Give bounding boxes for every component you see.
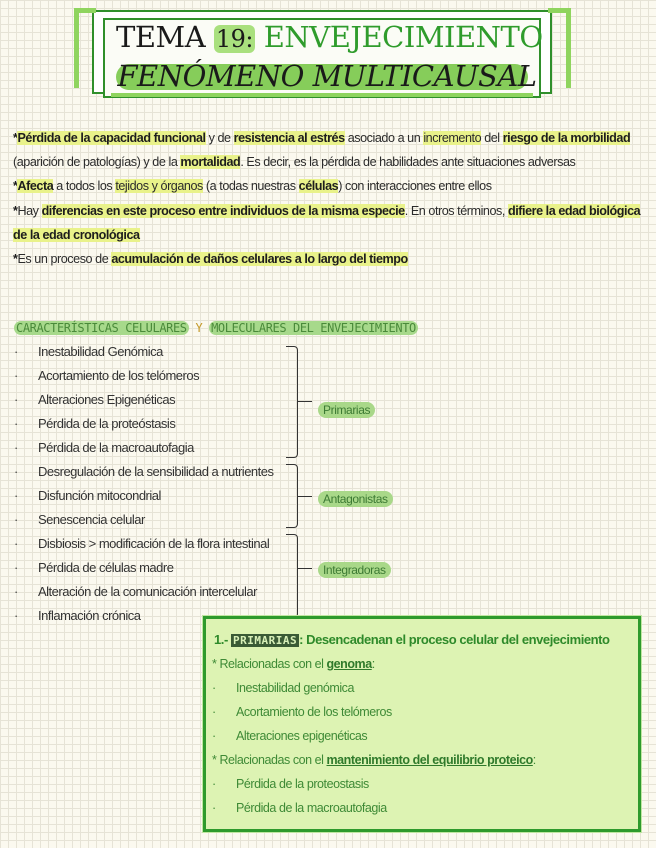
list-item	[14, 412, 304, 436]
intro-text-span: incremento	[423, 131, 482, 145]
list-item	[14, 436, 304, 460]
list-item	[14, 460, 304, 484]
title-tema: TEMA	[116, 20, 206, 54]
box-text-span: Relacionadas con el	[219, 657, 327, 671]
section-heading-part2: MOLECULARES DEL ENVEJECIMIENTO	[211, 321, 416, 335]
box-text-span: Relacionadas con el	[219, 753, 327, 767]
intro-text-span: riesgo de la morbilidad	[502, 131, 631, 145]
intro-text-span: Hay	[17, 203, 42, 218]
list-item-label: Pérdida de células madre	[38, 560, 174, 575]
intro-text-span: tejidos y órganos	[115, 179, 203, 194]
brace-tick	[298, 401, 312, 402]
intro-paragraph-4	[13, 247, 645, 271]
intro-paragraph-1	[13, 126, 645, 174]
list-item	[14, 364, 304, 388]
box-title-tag: PRIMARIAS	[233, 634, 298, 647]
bullet-dot: ·	[212, 705, 216, 719]
section-heading	[14, 318, 418, 338]
box-text-span: genoma	[326, 657, 372, 671]
list-item-label: Desregulación de la sensibilidad a nutrientes	[38, 464, 274, 479]
list-item-label: Inflamación crónica	[38, 608, 141, 623]
group-label-primarias: Primarias	[318, 402, 375, 418]
bullet-dot: ·	[14, 440, 18, 455]
intro-text-span: acumulación de daños celulares a lo largo del tiempo	[111, 252, 408, 267]
list-item-label: Inestabilidad genómica	[236, 681, 354, 695]
list-item	[212, 700, 632, 724]
box-title-prefix: 1.-	[214, 632, 228, 647]
banner-bar-left	[74, 8, 79, 88]
list-item-label: Pérdida de la proteostasis	[236, 777, 369, 791]
list-item	[14, 340, 304, 364]
list-item-label: Acortamiento de los telómeros	[38, 368, 200, 383]
bullet-dot: ·	[14, 368, 18, 383]
group-label-antagonistas: Antagonistas	[318, 491, 393, 507]
brace-tick	[298, 496, 312, 497]
list-item-label: Inestabilidad Genómica	[38, 344, 163, 359]
list-item-label: Alteraciones Epigenéticas	[38, 392, 176, 407]
primarias-box-content	[212, 652, 632, 820]
bullet-dot: ·	[14, 584, 18, 599]
bullet-dot: ·	[212, 729, 216, 743]
banner-bar-right	[566, 8, 571, 88]
brace-integradoras	[286, 534, 298, 618]
bullet-dot: ·	[14, 392, 18, 407]
intro-text-span: . Es decir, es la pérdida de habilidades ante situaciones adversas	[240, 155, 576, 170]
box-title-rest: : Desencadenan el proceso celular del envejecimiento	[299, 632, 610, 647]
intro-text-span: a todos los	[53, 179, 116, 194]
intro-text	[13, 126, 645, 271]
bullet-dot: ·	[14, 608, 18, 623]
asterisk-bullet: *	[212, 657, 217, 671]
primarias-box-title	[214, 630, 610, 651]
box-text-span: mantenimiento del equilibrio proteico	[326, 753, 533, 767]
asterisk-bullet: *	[13, 131, 18, 145]
list-item	[14, 580, 304, 604]
brace-tick	[298, 568, 312, 569]
list-item-label: Disfunción mitocondrial	[38, 488, 161, 503]
intro-text-span: resistencia al estrés	[233, 131, 345, 145]
page-subtitle: FENÓMENO MULTICAUSAL	[117, 59, 537, 93]
intro-text-span: mortalidad	[180, 155, 241, 170]
intro-text-span: (aparición de patologías) y de la	[13, 155, 181, 170]
bullet-dot: ·	[212, 777, 216, 791]
intro-text-span: difiere la edad biológica de la edad cronológica	[13, 203, 641, 242]
brace-primarias	[286, 346, 298, 458]
bullet-dot: ·	[14, 536, 18, 551]
intro-text-span: . En otros términos,	[404, 203, 508, 218]
bullet-dot: ·	[14, 344, 18, 359]
bullet-dot: ·	[14, 416, 18, 431]
asterisk-bullet: *	[13, 179, 18, 194]
box-related-proteostasis	[212, 748, 632, 772]
list-item-label: Senescencia celular	[38, 512, 145, 527]
list-item-label: Disbiosis > modificación de la flora intestinal	[38, 536, 270, 551]
intro-text-span: ) con interacciones entre ellos	[338, 179, 492, 194]
title-number: 19:	[215, 25, 253, 53]
intro-text-span: Es un proceso de	[17, 252, 112, 267]
intro-text-span: (a todas nuestras	[202, 179, 299, 194]
bullet-dot: ·	[212, 681, 216, 695]
intro-text-span: diferencias en este proceso entre individuos de la misma especie	[41, 203, 405, 218]
asterisk-bullet: *	[212, 753, 217, 767]
bullet-dot: ·	[14, 488, 18, 503]
intro-paragraph-3	[13, 199, 645, 247]
list-item-label: Alteraciones epigenéticas	[236, 729, 368, 743]
asterisk-bullet: *	[13, 252, 18, 267]
bullet-dot: ·	[14, 464, 18, 479]
list-item	[14, 556, 304, 580]
list-item	[14, 484, 304, 508]
intro-text-span: Pérdida de la capacidad funcional	[17, 131, 206, 145]
bullet-dot: ·	[14, 512, 18, 527]
list-item	[14, 388, 304, 412]
intro-paragraph-2	[13, 174, 645, 198]
page-title	[116, 20, 543, 56]
box-text-span: :	[532, 753, 536, 767]
intro-text-span: del	[481, 131, 503, 145]
intro-text-span: y de	[205, 131, 234, 145]
box-related-genome	[212, 652, 632, 676]
group-label-integradoras: Integradoras	[318, 562, 391, 578]
intro-text-span: células	[298, 179, 339, 194]
section-heading-y: Y	[195, 321, 203, 335]
intro-text-span: asociado a un	[344, 131, 424, 145]
bullet-dot: ·	[212, 801, 216, 815]
list-item-label: Acortamiento de los telómeros	[236, 705, 392, 719]
list-item	[14, 508, 304, 532]
section-heading-part1: CARACTERÍSTICAS CELULARES	[16, 321, 187, 335]
list-item-label: Alteración de la comunicación intercelular	[38, 584, 257, 599]
list-item	[212, 724, 632, 748]
list-item-label: Pérdida de la proteóstasis	[38, 416, 176, 431]
intro-text-span: Afecta	[17, 179, 54, 194]
asterisk-bullet: *	[13, 203, 18, 218]
list-item-label: Pérdida de la macroautofagia	[38, 440, 194, 455]
list-item-label: Pérdida de la macroautofagia	[236, 801, 387, 815]
title-topic: ENVEJECIMIENTO	[263, 20, 543, 54]
box-text-span: :	[371, 657, 375, 671]
list-item	[212, 772, 632, 796]
list-item	[14, 532, 304, 556]
bullet-dot: ·	[14, 560, 18, 575]
brace-antagonistas	[286, 464, 298, 528]
list-item	[212, 796, 632, 820]
characteristics-list	[14, 340, 304, 628]
list-item	[212, 676, 632, 700]
